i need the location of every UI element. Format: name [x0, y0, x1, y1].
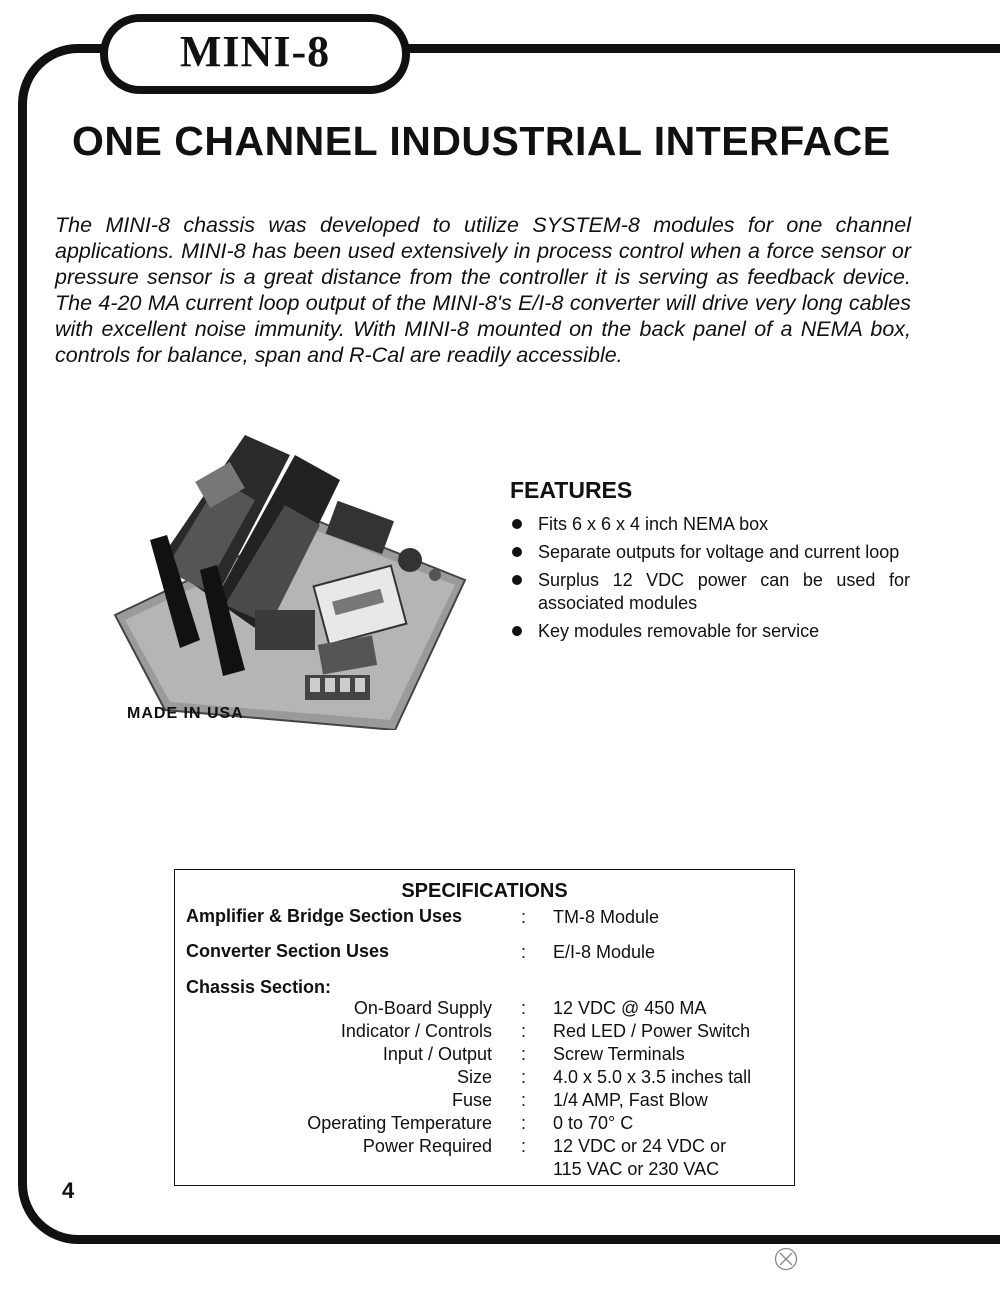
- spec-row-value: 0 to 70° C: [553, 1113, 634, 1133]
- spec-row-value: 4.0 x 5.0 x 3.5 inches tall: [553, 1067, 752, 1087]
- colon: :: [521, 1136, 527, 1156]
- spec-row-label: Size: [456, 1067, 492, 1087]
- bullet-icon: [512, 626, 522, 636]
- colon: :: [521, 942, 527, 962]
- list-item: Surplus 12 VDC power can be used for associated modules: [510, 569, 910, 615]
- list-item: Fits 6 x 6 x 4 inch NEMA box: [510, 513, 910, 536]
- photo-caption: MADE IN USA: [127, 705, 244, 722]
- spec-row-label: Operating Temperature: [307, 1113, 492, 1133]
- spec-row-value: 12 VDC @ 450 MA: [553, 998, 707, 1018]
- title-tab: [100, 14, 410, 94]
- specifications-box: [174, 869, 795, 1186]
- spec-row-label: Input / Output: [382, 1044, 492, 1064]
- circled-x-icon: [774, 1247, 798, 1271]
- chassis-label: Chassis Section:: [186, 977, 332, 997]
- specifications-heading: SPECIFICATIONS: [401, 880, 568, 902]
- colon: :: [521, 1090, 527, 1110]
- spec-row-value: 12 VDC or 24 VDC or: [553, 1136, 727, 1156]
- list-item: Separate outputs for voltage and current loop: [510, 541, 910, 564]
- colon: :: [521, 1021, 527, 1041]
- converter-label: Converter Section Uses: [186, 941, 390, 961]
- product-photo: [105, 410, 475, 730]
- intro-paragraph: The MINI-8 chassis was developed to utilize SYSTEM-8 modules for one channel applications. MINI-8 has been used extensively in process control when a force sensor or pressure sensor is a great distance from the controller it is serving as feedback device. The 4-20 MA current loop output of the MINI-8's E/I-8 converter will drive very long cables with excellent noise immunity. With MINI-8 mounted on the back panel of a NEMA box, controls for balance, span and R-Cal are readily accessible.: [55, 213, 911, 367]
- colon: :: [521, 1113, 527, 1133]
- spec-row-label: Power Required: [362, 1136, 492, 1156]
- features-heading: FEATURES: [510, 477, 633, 503]
- spec-row-value: Screw Terminals: [553, 1044, 685, 1064]
- bullet-icon: [512, 547, 522, 557]
- spec-row-value: 1/4 AMP, Fast Blow: [553, 1090, 708, 1110]
- amp-label: Amplifier & Bridge Section Uses: [186, 906, 463, 926]
- colon: :: [521, 998, 527, 1018]
- spec-row-value-continued: 115 VAC or 230 VAC: [553, 1159, 720, 1179]
- spec-row-label: Indicator / Controls: [340, 1021, 492, 1041]
- page-number: 4: [62, 1178, 75, 1203]
- spec-row-label: Fuse: [451, 1090, 492, 1110]
- spec-row-value: Red LED / Power Switch: [553, 1021, 751, 1041]
- converter-value: E/I-8 Module: [553, 942, 656, 962]
- page-headline: ONE CHANNEL INDUSTRIAL INTERFACE: [72, 118, 891, 164]
- spec-row-label: On-Board Supply: [353, 998, 492, 1018]
- bullet-icon: [512, 575, 522, 585]
- features-list: [510, 513, 910, 648]
- colon: :: [521, 907, 527, 927]
- list-item: Key modules removable for service: [510, 620, 910, 643]
- bullet-icon: [512, 519, 522, 529]
- product-name: MINI-8: [179, 26, 331, 76]
- amp-value: TM-8 Module: [553, 907, 660, 927]
- colon: :: [521, 1044, 527, 1064]
- colon: :: [521, 1067, 527, 1087]
